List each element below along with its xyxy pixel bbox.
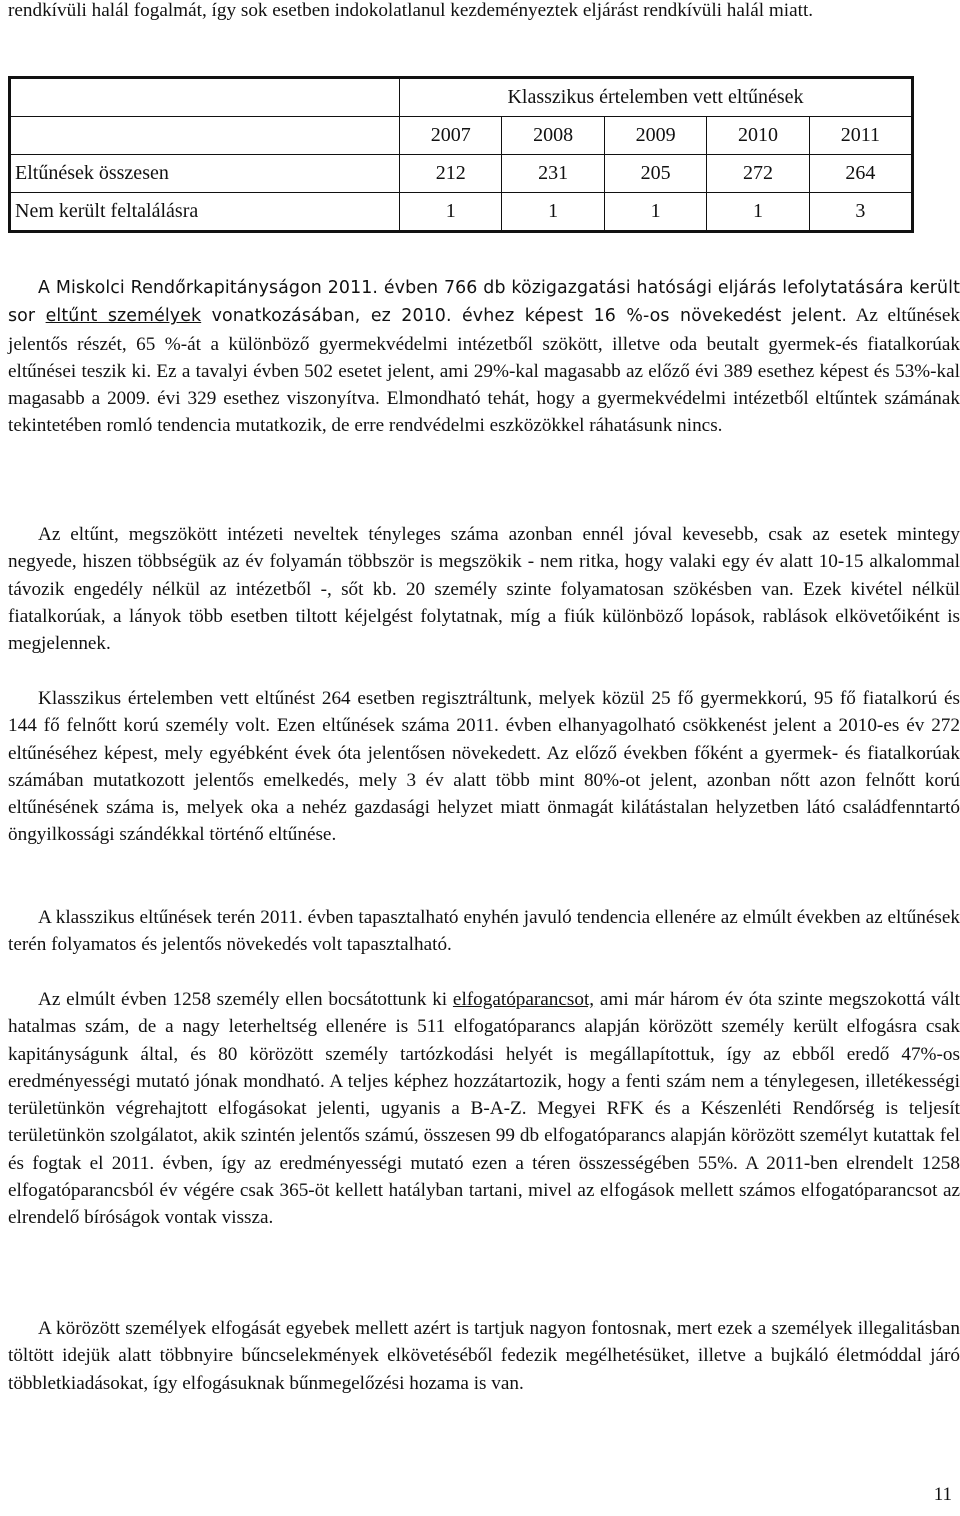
paragraph-3 [8, 685, 960, 849]
paragraph-1-text-a: A Miskolci Rendőrkapitányságon 2011. évben 766 db közigazgatási hatósági eljárás lefolytatására került sor [8, 278, 960, 327]
table-year-row [10, 117, 913, 155]
table-cell: 205 [604, 155, 706, 193]
table-corner-cell [10, 78, 400, 117]
paragraph-6 [8, 1315, 960, 1397]
table-header-empty [10, 117, 400, 155]
paragraph-2-text: Az eltűnt, megszökött intézeti neveltek tényleges száma azonban ennél jóval kevesebb, csak az esetek mintegy negyede, hiszen többségük az év folyamán többször is megszökik - nem ritka, hogy valaki egy év alatt 10-15 alkalommal távozik engedély nélkül az intézetből -, sőt kb. 20 személy szinte folyamatosan szökésben van. Ezek kivétel nélkül fiatalkorúak, a lányok több esetben tiltott kéjelgést folytatnak, míg a fiúk különböző lopások, rablások elkövetőiként is megjelennek. [8, 524, 960, 655]
page-number: 11 [933, 1484, 952, 1505]
paragraph-1-text-c: Az eltűnések jelentős részét, 65 %-át a különböző gyermekvédelmi intézetből szökött, illetve oda beutalt gyermek-és fiatalkorúak eltűnései teszik ki. Ez a tavalyi évben 502 esetet jelent, ami 29%-kal magasabb az előző évi 389 esethez képest és 53%-kal magasabb a 2009. évi 329 esethez viszonyítva. [8, 305, 960, 410]
table-cell: 272 [707, 155, 809, 193]
year-header: 2008 [502, 117, 604, 155]
disappearances-table [8, 76, 914, 233]
table-cell: 1 [707, 193, 809, 232]
table-cell: 264 [809, 155, 912, 193]
paragraph-4-text: A klasszikus eltűnések terén 2011. évben tapasztalható enyhén javuló tendencia ellenére az elmúlt években az eltűnések terén folyamatos és jelentős növekedés volt tapasztalható. [8, 907, 960, 956]
paragraph-1-text-b: vonatkozásában, ez 2010. évhez képest 16 %-os növekedést jelent. [201, 306, 848, 327]
year-header: 2009 [604, 117, 706, 155]
table-title: Klasszikus értelemben vett eltűnések [400, 78, 913, 117]
table-cell: 231 [502, 155, 604, 193]
paragraph-1-text-d: Elmondható tehát, hogy a gyermekvédelmi intézetből eltűntek számának tekintetében romló tendencia mutatkozik, de erre rendvédelmi eszközökkel ráhatásunk nincs. [8, 388, 960, 437]
paragraph-2 [8, 521, 960, 657]
paragraph-5 [8, 986, 960, 1232]
table-title-row [10, 78, 913, 117]
year-header: 2011 [809, 117, 912, 155]
paragraph-6-text: A körözött személyek elfogását egyebek mellett azért is tartjuk nagyon fontosnak, mert ezek a személyek illegalitásban töltött idejük alatt többnyire bűncselekmények elkövetéséből fedezik megélhetésüket, illetve a bujkáló életmóddal járó többletkiadásokat, így elfogásuknak bűnmegelőzési hozama is van. [8, 1318, 960, 1394]
paragraph-3-text: Klasszikus értelemben vett eltűnést 264 esetben regisztráltunk, melyek közül 25 fő gyermekkorú, 95 fő fiatalkorú és 144 fő felnőtt korú személy volt. Ezen eltűnések száma 2011. évben elhanyagolható csökkenést jelent a 2010-es év 272 eltűnéséhez képest, mely egyébként évek óta jelentősen növekedett. Az előző években főként a gyermek- és fiatalkorúak számában mutatkozott jelentős emelkedés, mely 3 év alatt több mint 80%-ot jelent, azonban nőtt azon felnőtt korú eltűnésének száma is, melyek oka a nehéz gazdasági helyzet miatt önmagát kilátástalan helyzetben látó családfenntartó öngyilkossági szándékkal történő eltűnése. [8, 688, 960, 846]
paragraph-5-text-a: Az elmúlt évben 1258 személy ellen bocsátottunk ki [38, 989, 453, 1010]
underlined-term-elfogatoparancs: elfogatóparancsot, [452, 989, 595, 1010]
table-row [10, 155, 913, 193]
paragraph-5-text-b: ami már három év óta szinte megszokottá vált hatalmas szám, de a nagy leterheltség ellenére is 511 elfogatóparancs alapján körözött személy került elfogásra csak kapitányságunk által, és 80 körözött személy tartózkodási helyét is megállapítottuk, így az ebből eredő 47%-os eredményességi mutató jónak mondható. A teljes képhez hozzátartozik, hogy a fenti szám nem a ténylegesen, illetékességi területünkön végrehajtott elfogásokat jelenti, ugyanis a B-A-Z. Megyei RFK és a Készenléti Rendőrség is teljesít területünkön szolgálatot, akik szintén jelentős számú, összesen 99 db elfogatóparancs alapján körözött személyt kutattak fel és fogtak el 2011. évben, így az eredményességi mutató ezen a téren összességében 55%. A 2011-ben elrendelt 1258 elfogatóparancsból év végére csak 365-öt kellett hatályban tartani, mivel az elfogások mellett számos elfogatóparancsot az elrendelő bíróságok vontak vissza. [8, 989, 960, 1229]
underlined-term-eltunt: eltűnt személyek [45, 306, 202, 327]
table-cell: 212 [400, 155, 502, 193]
year-header: 2010 [707, 117, 809, 155]
row-label: Eltűnések összesen [10, 155, 400, 193]
table-cell: 1 [400, 193, 502, 232]
table-cell: 1 [604, 193, 706, 232]
table-cell: 1 [502, 193, 604, 232]
year-header: 2007 [400, 117, 502, 155]
paragraph-1-sans [8, 278, 960, 326]
row-label: Nem került feltalálásra [10, 193, 400, 232]
paragraph-4 [8, 904, 960, 959]
intro-fragment: rendkívüli halál fogalmát, így sok esetben indokolatlanul kezdeményeztek eljárást rendkívüli halál miatt. [8, 0, 814, 21]
table-cell: 3 [809, 193, 912, 232]
table-row [10, 193, 913, 232]
paragraph-1 [8, 274, 960, 440]
